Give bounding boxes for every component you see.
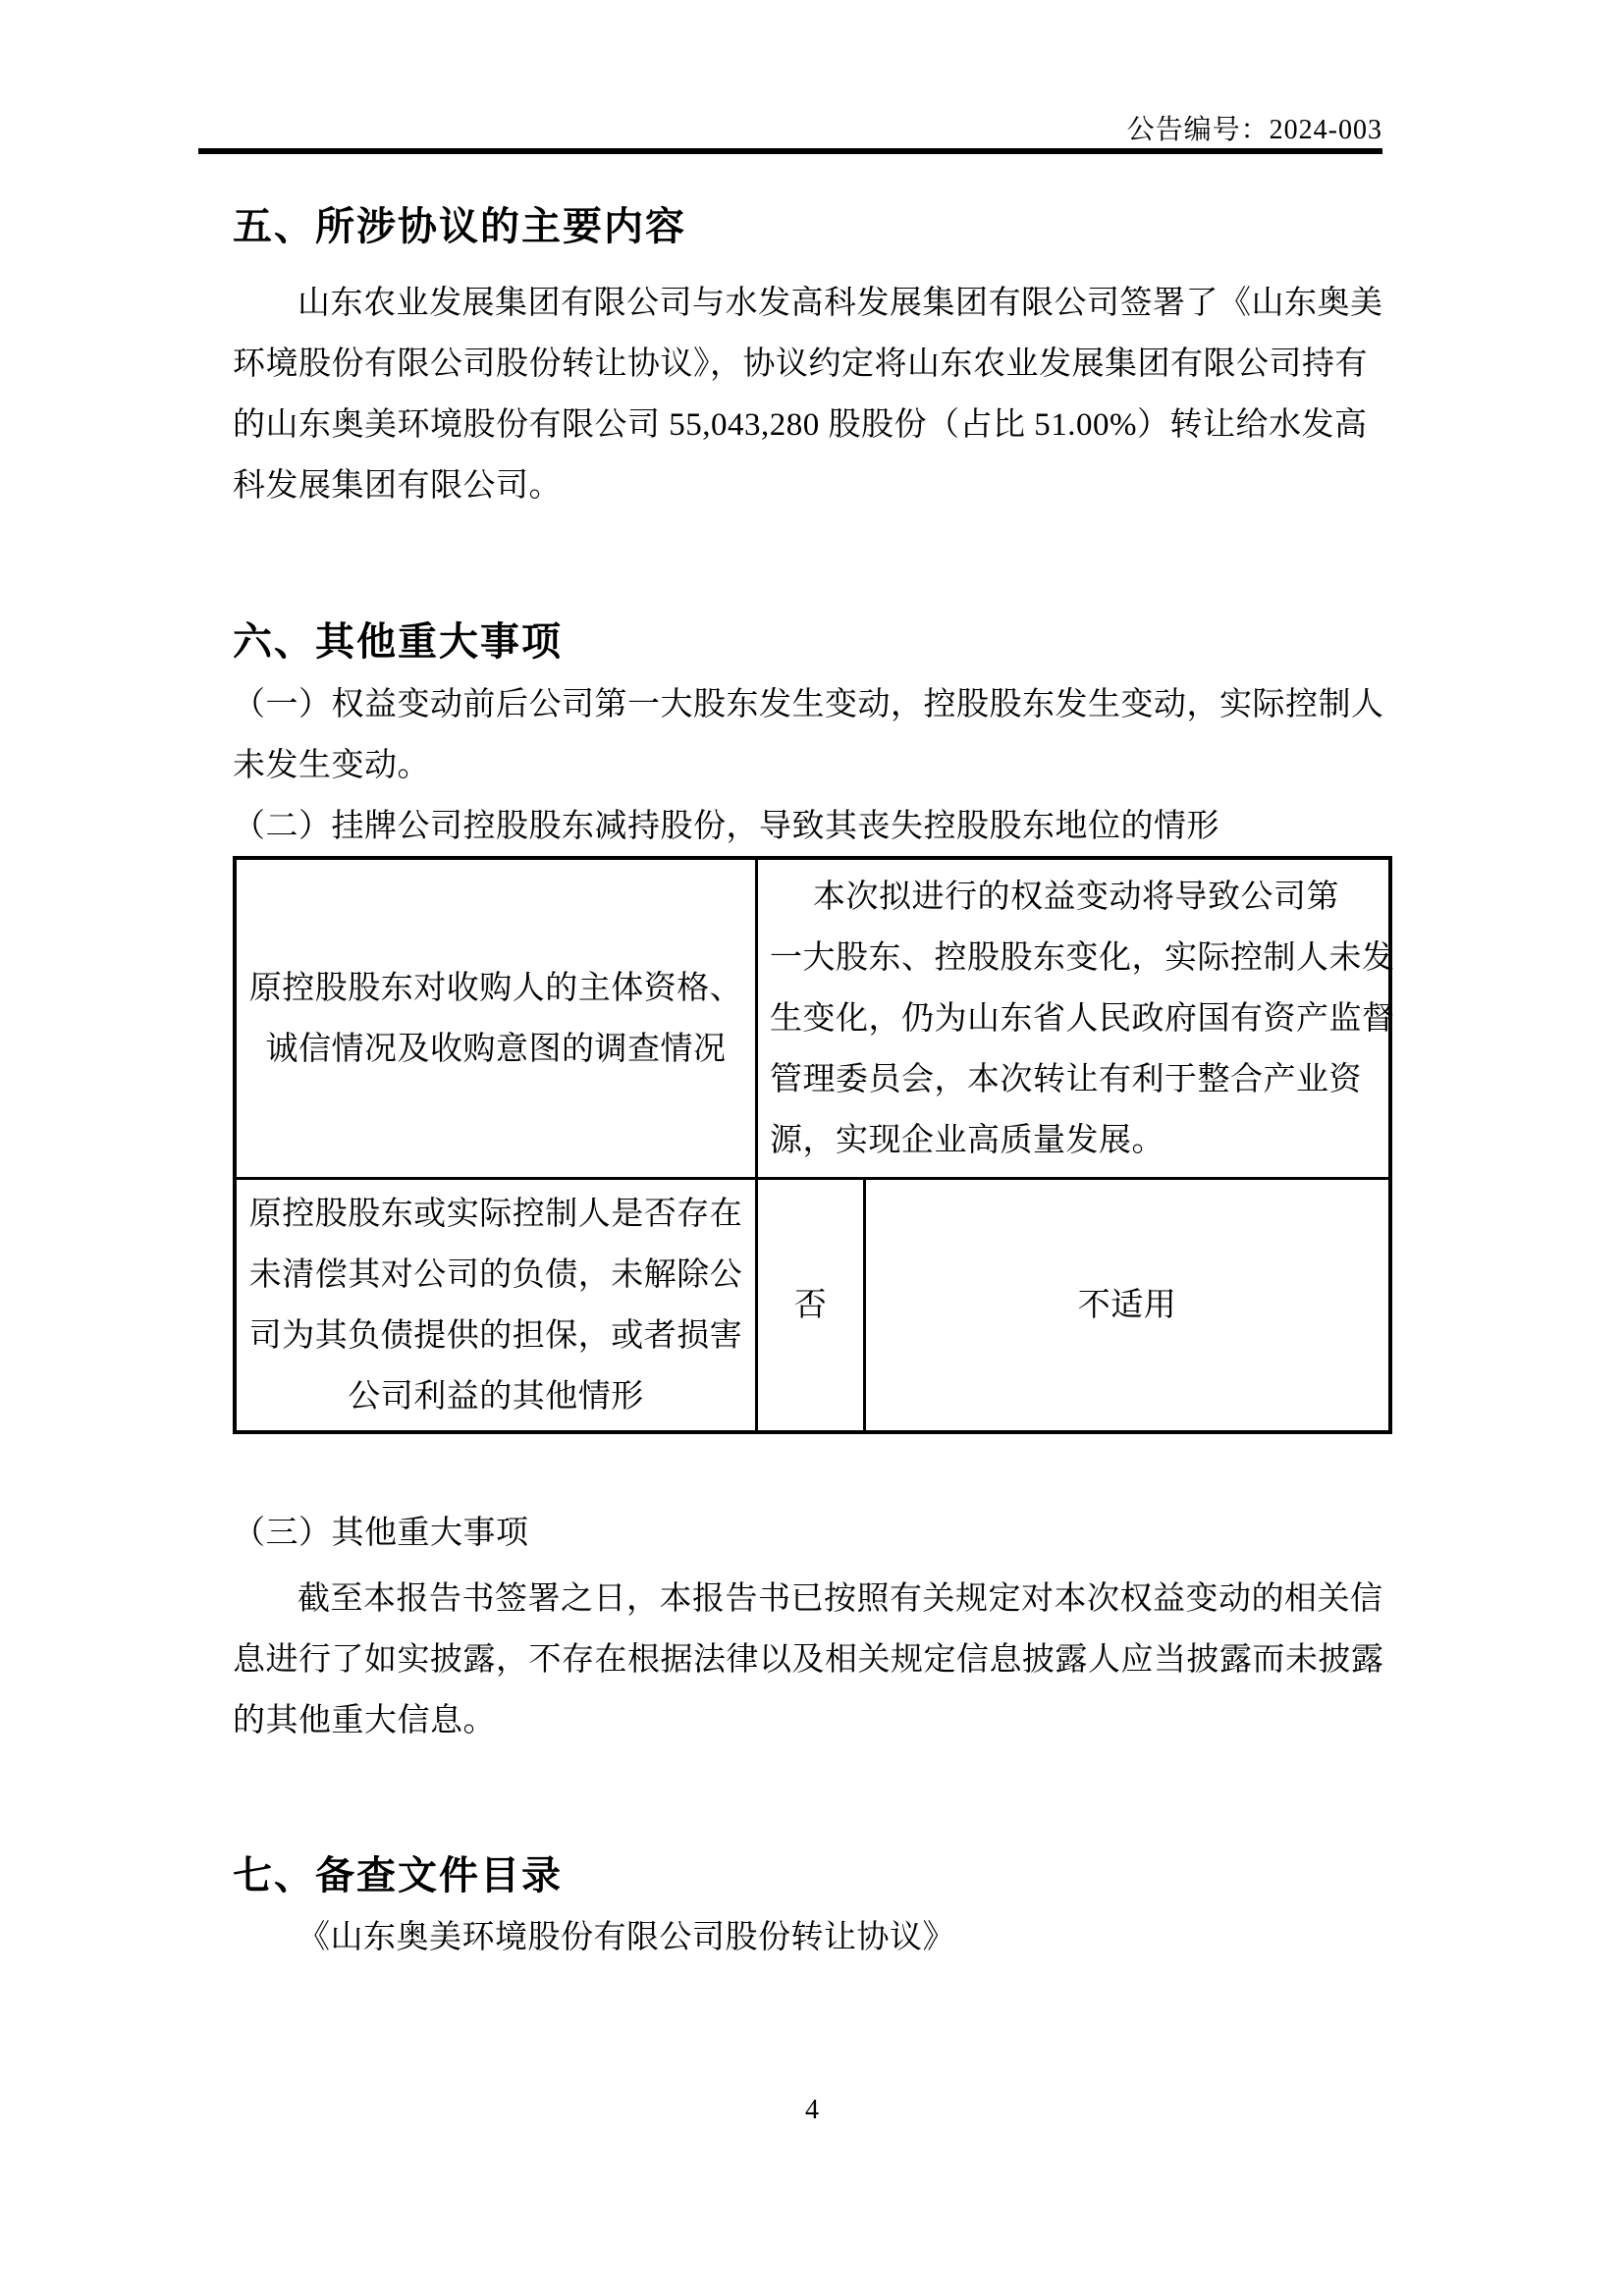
text-line: 管理委员会，本次转让有利于整合产业资: [770, 1061, 1362, 1097]
section5-heading: 五、所涉协议的主要内容: [233, 205, 686, 248]
text-line: 原控股股东或实际控制人是否存在: [248, 1196, 743, 1232]
text-line: 山东农业发展集团有限公司与水发高科发展集团有限公司签署了《山东奥美: [298, 286, 1383, 321]
section7-heading: 七、备查文件目录: [233, 1854, 563, 1897]
table-vertical-line-row1: [755, 860, 758, 1180]
text-line: 司为其负债提供的担保，或者损害: [248, 1317, 743, 1354]
table-row1-value-cell: [770, 860, 1393, 1177]
text-line: 诚信情况及收购意图的调查情况: [265, 1031, 727, 1067]
text-line: 未清偿其对公司的负债，未解除公: [248, 1256, 743, 1293]
text-line: 一大股东、控股股东变化，实际控制人未发: [770, 939, 1395, 976]
section7-document-item: [233, 1907, 1391, 1968]
section6-item3-paragraph: [233, 1569, 1391, 1751]
text-line: 未发生变动。: [233, 748, 430, 783]
text-line: 科发展集团有限公司。: [233, 468, 562, 504]
disclosure-table: [233, 856, 1395, 1434]
table-row1-label-cell: [237, 860, 755, 1177]
table-row2-remark-cell: [866, 1180, 1388, 1430]
table-row2-answer: 否: [793, 1287, 828, 1323]
text-line: 生变化，仍为山东省人民政府国有资产监督: [770, 1000, 1395, 1037]
section6-item3-heading: （三）其他重大事项: [233, 1516, 529, 1551]
section5-paragraph: [233, 273, 1391, 516]
table-row2-remark: 不适用: [1077, 1287, 1177, 1323]
text-line: 本次拟进行的权益变动将导致公司第: [813, 879, 1339, 915]
text-line: 的其他重大信息。: [233, 1703, 496, 1738]
referenced-document-title: 《山东奥美环境股份有限公司股份转让协议》: [298, 1920, 955, 1955]
table-row2-label-cell: [237, 1180, 755, 1430]
text-line: 截至本报告书签署之日，本报告书已按照有关规定对本次权益变动的相关信: [298, 1581, 1383, 1617]
section6-item1: [233, 674, 1391, 796]
text-line: 息进行了如实披露，不存在根据法律以及相关规定信息披露人应当披露而未披露: [233, 1642, 1384, 1678]
text-line: 原控股股东对收购人的主体资格、: [248, 970, 743, 1006]
text-line: 公司利益的其他情形: [348, 1378, 644, 1415]
table-row2-answer-cell: [758, 1180, 863, 1430]
text-line: （一）权益变动前后公司第一大股东发生变动，控股股东发生变动，实际控制人: [233, 687, 1384, 722]
text-line: 的山东奥美环境股份有限公司 55,043,280 股股份（占比 51.00%）转让给水发高: [233, 407, 1368, 443]
section6-heading: 六、其他重大事项: [233, 620, 563, 664]
text-line: 源，实现企业高质量发展。: [770, 1122, 1164, 1158]
page-number: 4: [805, 2095, 819, 2125]
text-line: 环境股份有限公司股份转让协议》，协议约定将山东农业发展集团有限公司持有: [233, 347, 1368, 382]
doc-number: 公告编号：2024-003: [1126, 115, 1382, 145]
section6-item2: （二）挂牌公司控股股东减持股份，导致其丧失控股股东地位的情形: [233, 809, 1219, 844]
header-rule: [198, 148, 1382, 154]
